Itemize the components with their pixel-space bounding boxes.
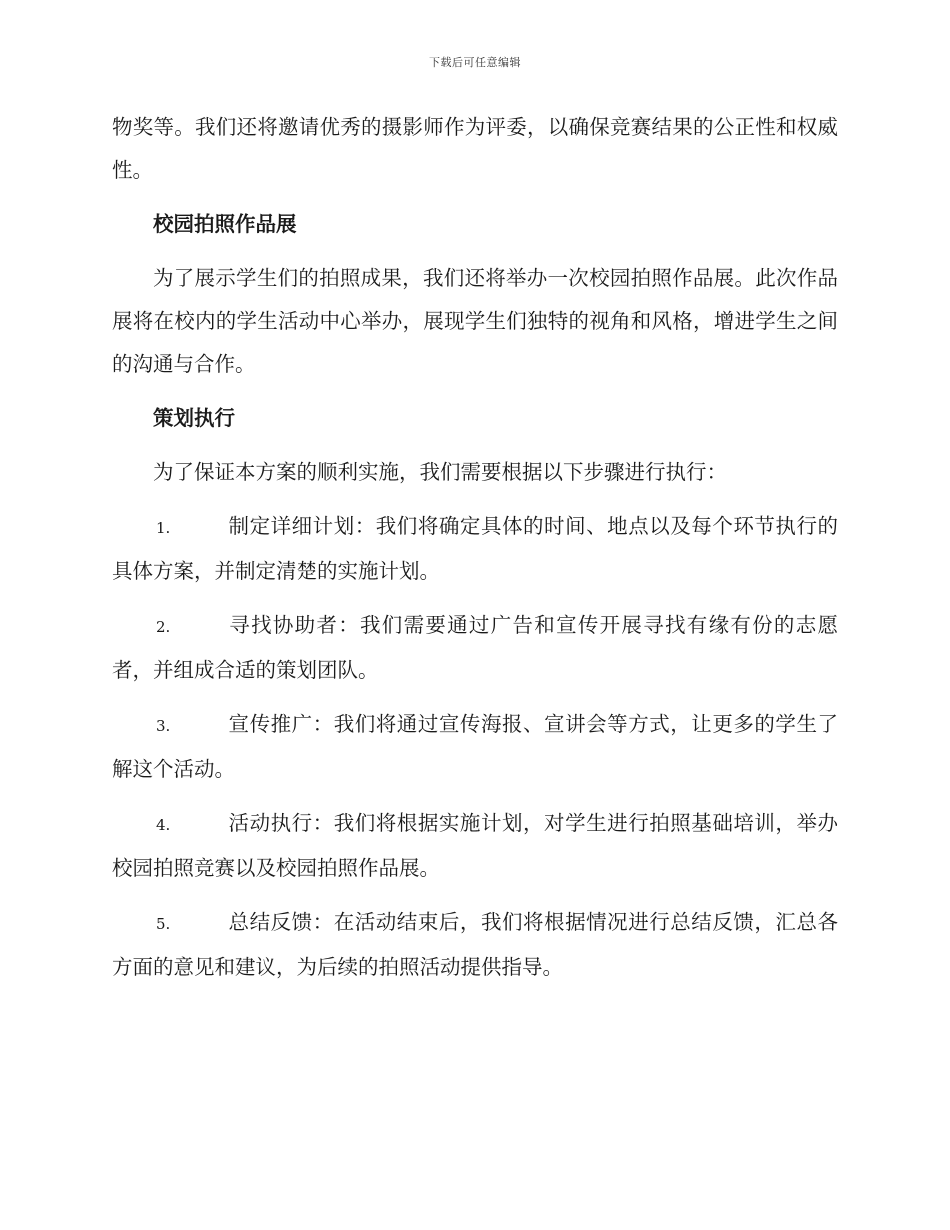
execution-intro-paragraph: 为了保证本方案的顺利实施，我们需要根据以下步骤进行执行： [153, 460, 727, 484]
list-text: 总结反馈：在活动结束后，我们将根据情况进行总结反馈，汇总各方面的意见和建议，为后续的拍照活动提供指导。 [112, 910, 838, 979]
list-item [112, 802, 838, 890]
list-number: 1. [156, 519, 171, 537]
page-header: 下载后可任意编辑 [429, 56, 521, 69]
list-item [112, 703, 838, 791]
list-item [112, 604, 838, 692]
list-item [112, 505, 838, 593]
list-number: 3. [156, 717, 171, 735]
list-text: 活动执行：我们将根据实施计划，对学生进行拍照基础培训，举办校园拍照竞赛以及校园拍照作品展。 [112, 811, 838, 880]
list-number: 4. [156, 816, 171, 834]
list-text: 宣传推广：我们将通过宣传海报、宣讲会等方式，让更多的学生了解这个活动。 [112, 712, 838, 781]
intro-paragraph: 物奖等。我们还将邀请优秀的摄影师作为评委，以确保竞赛结果的公正性和权威性。 [112, 115, 838, 182]
list-number: 5. [156, 915, 171, 933]
list-text: 制定详细计划：我们将确定具体的时间、地点以及每个环节执行的具体方案，并制定清楚的实施计划。 [112, 514, 838, 583]
list-number: 2. [156, 618, 171, 636]
list-item [112, 901, 838, 989]
list-text: 寻找协助者：我们需要通过广告和宣传开展寻找有缘有份的志愿者，并组成合适的策划团队。 [112, 613, 838, 682]
document-body [112, 106, 838, 989]
section-heading-photo-exhibition: 校园拍照作品展 [153, 212, 297, 236]
exhibition-paragraph: 为了展示学生们的拍照成果，我们还将举办一次校园拍照作品展。此次作品展将在校内的学生活动中心举办，展现学生们独特的视角和风格，增进学生之间的沟通与合作。 [112, 266, 838, 376]
section-heading-execution: 策划执行 [153, 406, 235, 430]
